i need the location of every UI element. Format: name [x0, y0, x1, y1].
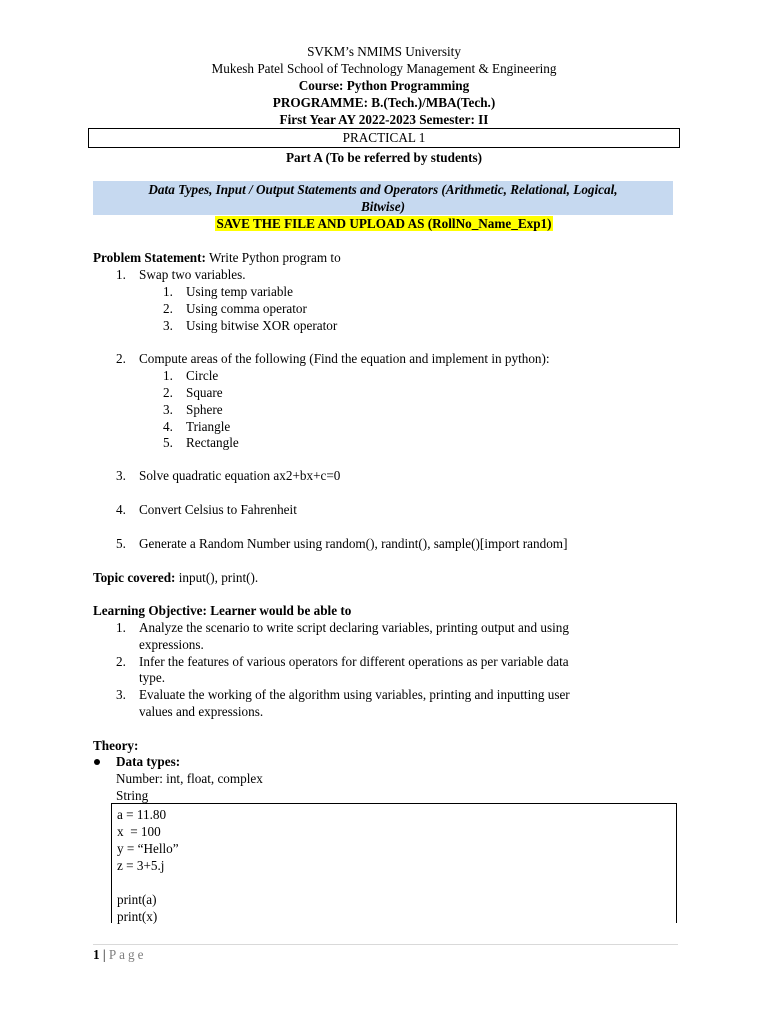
topic-covered-text: input(), print(). [175, 570, 259, 585]
sub-item-number: 3. [163, 318, 173, 333]
sub-item-number: 3. [163, 402, 173, 417]
code-line: z = 3+5.j [117, 858, 165, 873]
sub-item-text: Sphere [186, 402, 223, 417]
code-example-box [111, 803, 677, 923]
sub-item-number: 5. [163, 435, 173, 450]
topic-band [93, 181, 673, 215]
sub-item-text: Using temp variable [186, 284, 293, 299]
code-line: print(x) [117, 909, 158, 924]
theory-heading: Theory: [93, 738, 139, 753]
problem-statement [93, 249, 341, 266]
problem-item-text: Generate a Random Number using random(), randint(), sample()[import random] [139, 536, 568, 551]
problem-statement-label: Problem Statement: [93, 250, 206, 265]
problem-item-text: Solve quadratic equation ax2+bx+c=0 [139, 468, 341, 483]
problem-item-number: 5. [116, 536, 126, 551]
sub-item-text: Square [186, 385, 223, 400]
university-name: SVKM’s NMIMS University [307, 44, 461, 59]
save-instruction [0, 215, 768, 232]
sub-item-number: 2. [163, 385, 173, 400]
objective-text-line: Evaluate the working of the algorithm using variables, printing and inputting user [139, 687, 570, 702]
sub-item-text: Using bitwise XOR operator [186, 318, 338, 333]
objective-text-line: expressions. [139, 637, 204, 652]
data-types-string-line: String [116, 788, 149, 803]
data-types-heading: Data types: [116, 754, 181, 769]
save-instruction-text: SAVE THE FILE AND UPLOAD AS (RollNo_Name_Exp1) [216, 216, 552, 231]
programme-title: PROGRAMME: B.(Tech.)/MBA(Tech.) [272, 95, 496, 110]
problem-item-text: Swap two variables. [139, 267, 246, 282]
bullet-icon [93, 758, 101, 766]
practical-heading-box [88, 128, 680, 148]
problem-item-number: 4. [116, 502, 126, 517]
code-line: x = 100 [117, 824, 161, 839]
problem-item-number: 1. [116, 267, 126, 282]
learning-objective-heading: Learning Objective: Learner would be able to [93, 603, 352, 618]
part-heading: Part A (To be referred by students) [285, 150, 483, 165]
page-footer [93, 946, 146, 963]
problem-item-text: Compute areas of the following (Find the equation and implement in python): [139, 351, 550, 366]
code-line: a = 11.80 [117, 807, 167, 822]
footer-divider [93, 944, 678, 945]
objective-number: 3. [116, 687, 126, 702]
problem-statement-text: Write Python program to [205, 250, 341, 265]
page-label: Page [108, 947, 147, 962]
sub-item-number: 2. [163, 301, 173, 316]
topic-covered [93, 569, 258, 586]
sub-item-number: 1. [163, 368, 173, 383]
sub-item-number: 1. [163, 284, 173, 299]
sub-item-number: 4. [163, 419, 173, 434]
objective-text-line: type. [139, 670, 166, 685]
problem-item-number: 2. [116, 351, 126, 366]
code-line [117, 874, 676, 891]
objective-text-line: Infer the features of various operators for different operations as per variable data [139, 654, 569, 669]
topic-band-line-2: Bitwise) [361, 199, 405, 214]
data-types-number-line: Number: int, float, complex [116, 771, 263, 786]
sub-item-text: Triangle [186, 419, 231, 434]
sub-item-text: Using comma operator [186, 301, 307, 316]
course-title: Course: Python Programming [298, 78, 470, 93]
objective-number: 2. [116, 654, 126, 669]
page-number: 1 [93, 947, 100, 962]
practical-heading: PRACTICAL 1 [342, 130, 426, 145]
academic-year: First Year AY 2022-2023 Semester: II [279, 112, 489, 127]
problem-item-text: Convert Celsius to Fahrenheit [139, 502, 297, 517]
code-line: y = “Hello” [117, 841, 179, 856]
topic-band-line-1: Data Types, Input / Output Statements and Operators (Arithmetic, Relational, Logical, [148, 182, 618, 197]
objective-number: 1. [116, 620, 126, 635]
objective-text-line: values and expressions. [139, 704, 264, 719]
footer-separator: | [99, 947, 109, 962]
school-name: Mukesh Patel School of Technology Management & Engineering [211, 61, 557, 76]
topic-covered-label: Topic covered: [93, 570, 176, 585]
problem-item-number: 3. [116, 468, 126, 483]
code-line: print(a) [117, 892, 157, 907]
objective-text-line: Analyze the scenario to write script declaring variables, printing output and using [139, 620, 569, 635]
sub-item-text: Circle [186, 368, 219, 383]
sub-item-text: Rectangle [186, 435, 239, 450]
